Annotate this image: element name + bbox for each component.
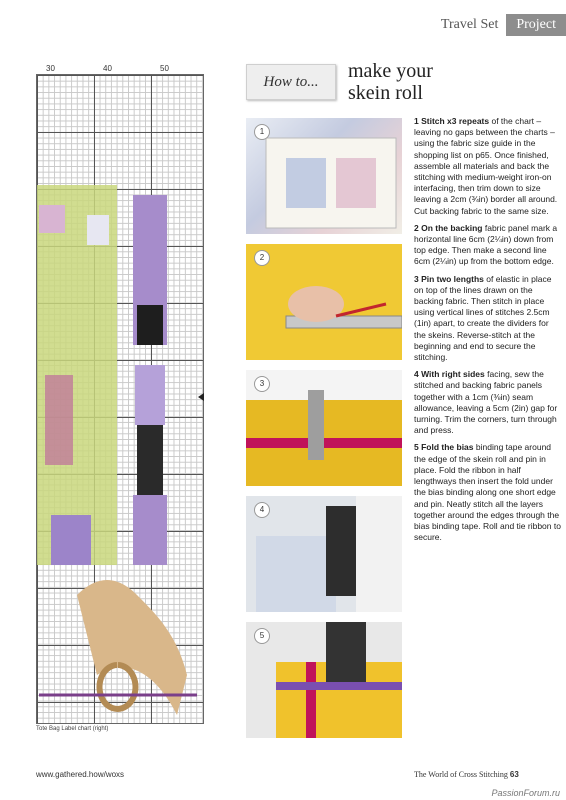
chart-center-arrow-icon: [198, 393, 204, 401]
step-photo-4: [246, 496, 402, 612]
chart-rose-motif: [45, 375, 73, 465]
instructions: [414, 116, 562, 549]
chart-black-motif-2: [137, 425, 163, 495]
step-4: [414, 369, 562, 436]
photo-binding-illustration: [246, 622, 402, 738]
step-photo-1: [246, 118, 402, 234]
step-photo-2: [246, 244, 402, 360]
cross-stitch-chart: [36, 74, 204, 724]
header-tag: [433, 14, 566, 36]
chart-purple-motif-2: [133, 495, 167, 565]
step-number-badge: 2: [254, 250, 270, 266]
step-photo-5: [246, 622, 402, 738]
step-3: [414, 274, 562, 364]
step-lead: 4 With right sides: [414, 369, 485, 380]
how-to-badge: How to...: [246, 64, 336, 100]
chart-purple-motif: [135, 365, 165, 425]
chart-pink-motif: [39, 205, 65, 233]
footer-url: www.gathered.how/woxs: [36, 770, 125, 779]
step-5: [414, 442, 562, 543]
chart-motifs: [37, 75, 203, 723]
step-lead: 1 Stitch x3 repeats: [414, 116, 490, 126]
chart-col-number: 40: [103, 64, 112, 73]
title-line-2: skein roll: [348, 82, 423, 104]
chart-caption: Tote Bag Label chart (right): [36, 726, 109, 732]
photo-stitching-illustration: [246, 118, 402, 234]
step-photo-3: [246, 370, 402, 486]
section-title: [348, 60, 433, 104]
title-line-1: make your: [348, 60, 433, 82]
step-lead: 2 On the backing: [414, 222, 483, 233]
step-lead: 5 Fold the bias: [414, 442, 474, 453]
photo-sewing-illustration: [246, 496, 402, 612]
chart-col-number: 50: [160, 64, 169, 73]
step-number-badge: 4: [254, 502, 270, 518]
step-number-badge: 1: [254, 124, 270, 140]
step-text: of the chart – leaving no gaps between the charts – using the fabric size guide in the shopping list on p65. Once finished, assemble all materials and back the stitching with medium-weight iron-on interfacing, then trim down to size leaving a 2cm (¾in) border all around. Cut backing fabric to the same size.: [414, 116, 558, 216]
page-number: 63: [509, 770, 519, 779]
step-text: binding tape around the edge of the skein roll and pin in place. Fold the ribbon in half lengthways then insert the fold under the bias binding along one short edge and pin. Neatly stitch all the layers together around the edges through the bias binding tape. Roll and tie ribbon to secure.: [414, 442, 561, 543]
magazine-name: The World of Cross Stitching: [414, 770, 508, 779]
chart-black-motif: [137, 305, 163, 345]
step-number-badge: 5: [254, 628, 270, 644]
step-text: of elastic in place on top of the lines drawn on the backing fabric. Then stitch in place using vertical lines of stitches 2.5cm (1in) apart, to create the dividers for the skeins. Reverse-stitch at the beginning and end to secure the stitching.: [414, 273, 552, 363]
photo-marking-illustration: [246, 244, 402, 360]
step-number-badge: 3: [254, 376, 270, 392]
header-project-tag: Project: [506, 14, 566, 36]
step-1: [414, 116, 562, 217]
chart-scissors-ring: [100, 665, 136, 709]
watermark: PassionForum.ru: [491, 788, 560, 798]
chart-col-number: 30: [46, 64, 55, 73]
step-2: [414, 223, 562, 268]
step-lead: 3 Pin two lengths: [414, 273, 484, 284]
chart-lavender-motif: [87, 215, 109, 245]
footer-magazine: [414, 770, 519, 779]
step-text: fabric panel mark a horizontal line 6cm (2¼in) down from top edge. Then make a second line 6cm (2¼in) up from the bottom edge.: [414, 222, 558, 267]
header-section: Travel Set: [440, 17, 499, 32]
photo-elastic-illustration: [246, 370, 402, 486]
step-text: facing, sew the stitched and backing fabric panels together with a 1cm (⅜in) seam allowance, leaving a 5cm (2in) gap for turning. Trim the corners, turn through and press.: [414, 369, 558, 436]
chart-purple-motif-3: [51, 515, 91, 565]
